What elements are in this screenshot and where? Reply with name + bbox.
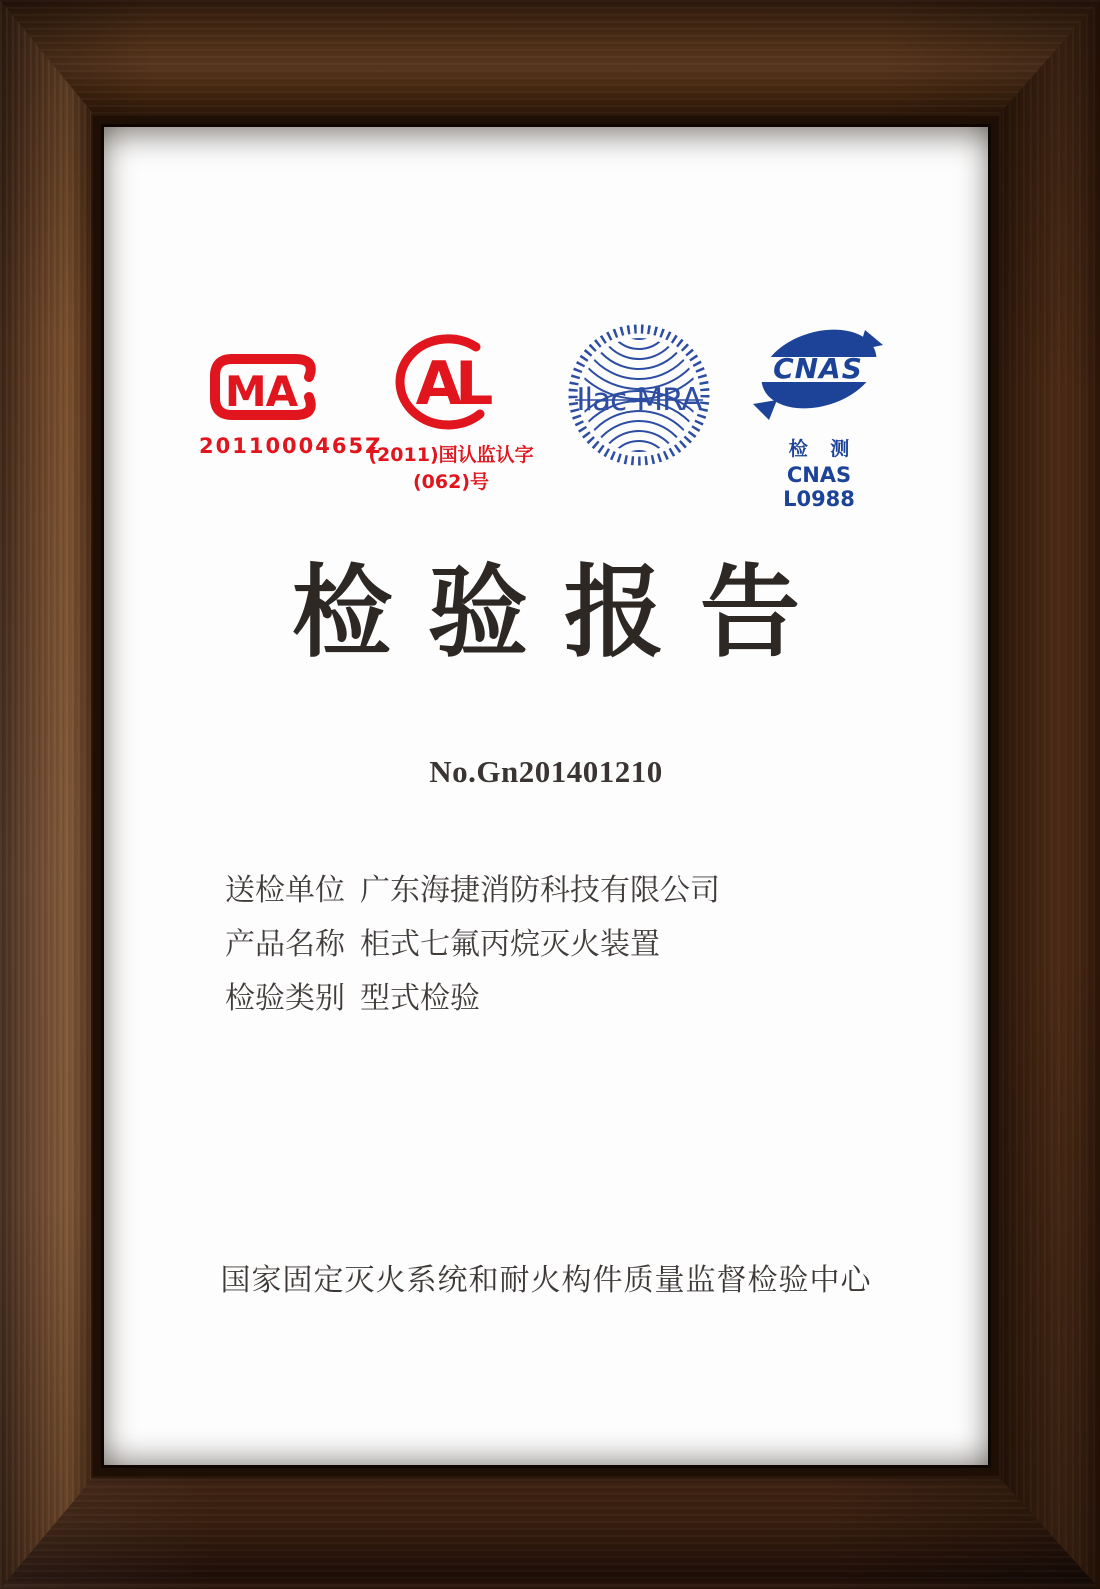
cma-certificate-number: 2011000465Z — [199, 434, 383, 458]
field-label: 检验类别 — [225, 981, 345, 1016]
ilac-mra-mark — [564, 321, 714, 473]
picture-frame-bottom — [0, 1465, 1100, 1589]
report-number: No.Gn201401210 — [429, 754, 663, 789]
field-label: 送检单位 — [225, 873, 345, 908]
field-value: 广东海捷消防科技有限公司 — [360, 873, 720, 908]
report-fields — [225, 873, 925, 1038]
cnas-mark — [749, 328, 889, 511]
cma-mark-letters: MA — [224, 367, 298, 416]
cal-mark-letters: AL — [415, 349, 487, 419]
picture-frame-right — [988, 0, 1100, 1589]
report-page — [104, 127, 988, 1465]
ilac-mra-stamp-icon — [565, 321, 713, 469]
field-value: 柜式七氟丙烷灭火装置 — [360, 927, 660, 962]
cma-mark — [199, 351, 383, 458]
cal-mark — [356, 334, 546, 494]
field-value: 型式检验 — [360, 981, 480, 1016]
report-title: 检验报告 — [292, 554, 836, 671]
field-label: 产品名称 — [225, 927, 345, 962]
picture-frame-left — [0, 0, 104, 1589]
cnas-lab-number: CNAS L0988 — [783, 463, 855, 511]
field-row — [225, 981, 925, 1016]
cal-certificate-number: (2011)国认监认字(062)号 — [368, 444, 534, 493]
cnas-mark-letters: CNAS — [773, 352, 863, 385]
issuing-authority: 国家固定灭火系统和耐火构件质量监督检验中心 — [220, 1263, 872, 1298]
picture-frame-top — [0, 0, 1100, 127]
cnas-category-label: 检 测 — [788, 438, 850, 460]
field-row — [225, 873, 925, 908]
ilac-mra-stamp-text: Ilac-MRA — [576, 382, 702, 418]
cal-logo-icon — [394, 334, 508, 431]
cma-logo-icon — [207, 351, 331, 423]
cnas-logo-icon — [753, 328, 885, 424]
field-row — [225, 927, 925, 962]
